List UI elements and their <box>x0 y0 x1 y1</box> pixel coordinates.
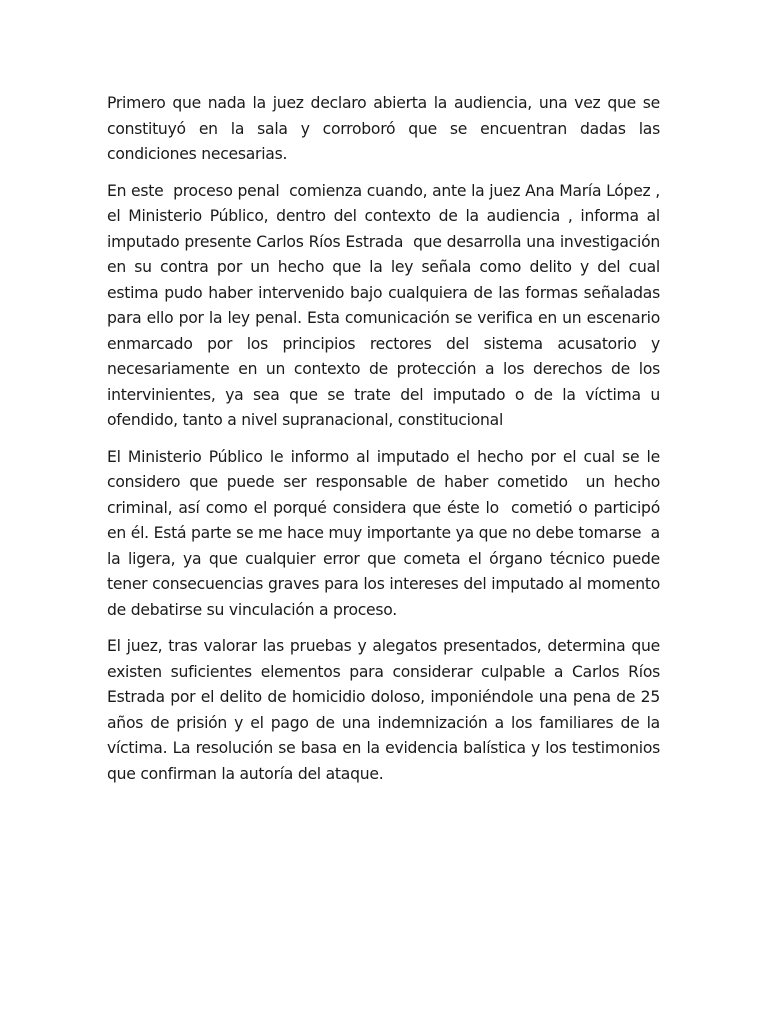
document-body <box>107 91 665 798</box>
paragraph-ministry: El Ministerio Público le informo al imputado el hecho por el cual se le considero que puede ser responsable de haber cometido un hecho criminal, así como el porqué considera que éste lo cometió o participó en él. Está parte se me hace muy importante ya que no debe tomarse a la ligera, ya que cualquier error que cometa el órgano técnico puede tener consecuencias graves para los intereses del imputado al momento de debatirse su vinculación a proceso. <box>107 447 665 619</box>
paragraph-process: En este proceso penal comienza cuando, ante la juez Ana María López , el Ministerio Público, dentro del contexto de la audiencia , informa al imputado presente Carlos Ríos Estrada que desarrolla una investigación en su contra por un hecho que la ley señala como delito y del cual estima pudo haber intervenido bajo cualquiera de las formas señaladas para ello por la ley penal. Esta comunicación se verifica en un escenario enmarcado por los principios rectores del sistema acusatorio y necesariamente en un contexto de protección a los derechos de los intervinientes, ya sea que se trate del imputado o de la víctima u ofendido, tanto a nivel supranacional, constitucional <box>107 181 665 429</box>
paragraph-opening: Primero que nada la juez declaro abierta la audiencia, una vez que se constituyó en la sala y corroboró que se encuentran dadas las condiciones necesarias. <box>107 94 665 163</box>
paragraph-verdict: El juez, tras valorar las pruebas y alegatos presentados, determina que existen suficientes elementos para considerar culpable a Carlos Ríos Estrada por el delito de homicidio doloso, imponiéndole una pena de 25 años de prisión y el pago de una indemnización a los familiares de la víctima. La resolución se basa en la evidencia balística y los testimonios que confirman la autoría del ataque. <box>107 637 665 783</box>
